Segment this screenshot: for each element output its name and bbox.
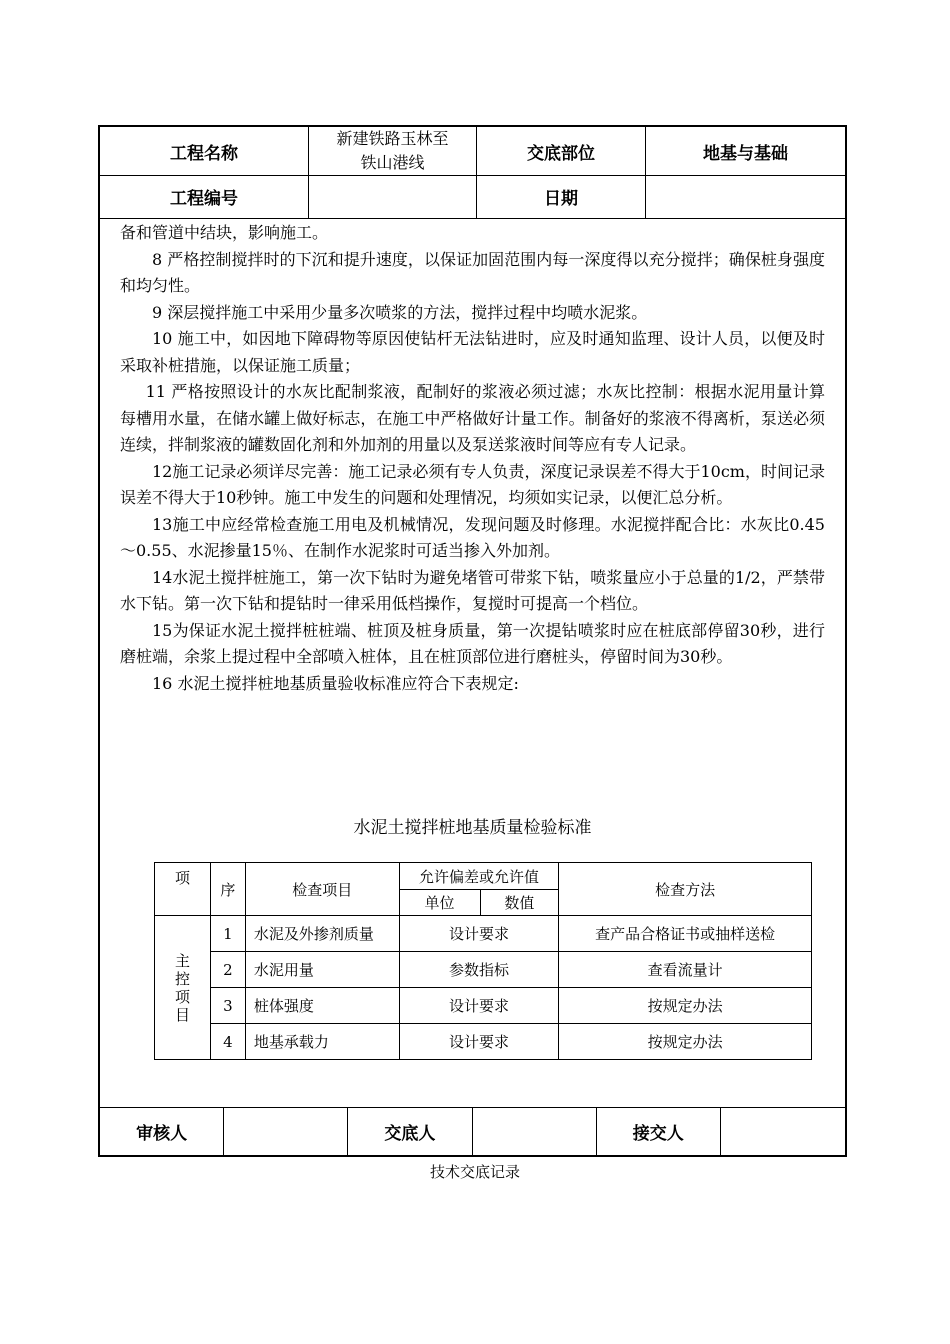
- row-tolerance: 设计要求: [399, 988, 559, 1024]
- page-caption: 技术交底记录: [429, 1163, 520, 1181]
- header-row-2: [100, 175, 845, 219]
- discloser-label: 交底人: [348, 1108, 472, 1155]
- project-no-value: [309, 175, 477, 218]
- project-name-line1: 新建铁路玉林至: [336, 129, 449, 148]
- row-method: 查产品合格证书或抽样送检: [559, 916, 812, 952]
- disclosure-form: [98, 125, 847, 1157]
- paragraph-15: 15为保证水泥土搅拌桩桩端、桩顶及桩身质量，第一次提钻喷浆时应在桩底部停留30秒，进行磨桩端，余浆上提过程中全部喷入桩体，且在桩顶部位进行磨桩头，停留时间为30秒。: [120, 620, 825, 666]
- row-item: 水泥及外掺剂质量: [245, 916, 399, 952]
- project-no-label: 工程编号: [100, 175, 309, 218]
- col-header-check-item: 检查项目: [245, 863, 399, 916]
- paragraph-8: 8 严格控制搅拌时的下沉和提升速度，以保证加固范围内每一深度得以充分搅拌；确保桩身强度和均匀性。: [120, 249, 825, 295]
- col-header-seq: 序: [210, 863, 245, 916]
- project-name-value: [309, 127, 477, 175]
- paragraph-13: 13施工中应经常检查施工用电及机械情况，发现问题及时修理。水泥搅拌配合比：水灰比0.45～0.55、水泥掺量15％、在制作水泥浆时可适当掺入外加剂。: [120, 514, 825, 560]
- col-header-method: 检查方法: [559, 863, 812, 916]
- paragraph-10: 10 施工中，如因地下障碍物等原因使钻杆无法钻进时，应及时通知监理、设计人员，以便及时采取补桩措施，以保证施工质量；: [120, 329, 825, 375]
- row-item: 地基承载力: [245, 1024, 399, 1060]
- group-label-main-control: [155, 916, 211, 1060]
- col-header-tolerance: 允许偏差或允许值: [399, 863, 559, 890]
- row-tolerance: 设计要求: [399, 916, 559, 952]
- table-row: [155, 952, 812, 988]
- row-seq: 4: [210, 1024, 245, 1060]
- project-name-line2: 铁山港线: [360, 153, 425, 172]
- row-method: 查看流量计: [559, 952, 812, 988]
- date-value: [646, 175, 845, 218]
- col-header-item: 项: [155, 863, 211, 916]
- paragraph-16: 16 水泥土搅拌桩地基质量验收标准应符合下表规定:: [152, 673, 519, 693]
- row-tolerance: 参数指标: [399, 952, 559, 988]
- table-title: 水泥土搅拌桩地基质量检验标准: [353, 818, 592, 838]
- row-method: 按规定办法: [559, 988, 812, 1024]
- paragraph-0: 备和管道中结块，影响施工。: [120, 223, 329, 242]
- row-item: 水泥用量: [245, 952, 399, 988]
- col-header-unit: 单位: [399, 890, 480, 916]
- location-label: 交底部位: [477, 127, 646, 175]
- paragraph-14: 14水泥土搅拌桩施工，第一次下钻时为避免堵管可带浆下钻，喷浆量应小于总量的1/2，严禁带水下钻。第一次下钻和提钻时一律采用低档操作，复搅时可提高一个档位。: [120, 567, 825, 613]
- reviewer-signature-field[interactable]: [224, 1108, 348, 1155]
- receiver-signature-field[interactable]: [721, 1108, 845, 1155]
- paragraph-12: 12施工记录必须详尽完善：施工记录必须有专人负责，深度记录误差不得大于10cm，时间记录误差不得大于10秒钟。施工中发生的问题和处理情况，均须如实记录，以便汇总分析。: [120, 461, 825, 507]
- row-item: 桩体强度: [245, 988, 399, 1024]
- col-header-value: 数值: [480, 890, 559, 916]
- row-method: 按规定办法: [559, 1024, 812, 1060]
- table-row: [155, 1024, 812, 1060]
- header-row-1: [100, 127, 845, 176]
- reviewer-label: 审核人: [100, 1108, 224, 1155]
- group-label-text: 主控项目: [174, 951, 190, 1024]
- signature-row: [100, 1107, 845, 1155]
- row-seq: 1: [210, 916, 245, 952]
- paragraph-9: 9 深层搅拌施工中采用少量多次喷浆的方法，搅拌过程中均喷水泥浆。: [152, 302, 648, 322]
- row-tolerance: 设计要求: [399, 1024, 559, 1060]
- row-seq: 2: [210, 952, 245, 988]
- table-header-row: [155, 863, 812, 890]
- date-label: 日期: [477, 175, 646, 218]
- disclosure-content: [100, 220, 845, 697]
- discloser-signature-field[interactable]: [473, 1108, 597, 1155]
- table-row: [155, 988, 812, 1024]
- receiver-label: 接交人: [597, 1108, 721, 1155]
- table-row: [155, 916, 812, 952]
- location-value: 地基与基础: [703, 143, 788, 164]
- row-seq: 3: [210, 988, 245, 1024]
- paragraph-11: 11 严格按照设计的水灰比配制浆液，配制好的浆液必须过滤；水灰比控制：根据水泥用量计算每槽用水量，在储水罐上做好标志，在施工中严格做好计量工作。制备好的浆液不得离析，泵送必须连续，拌制浆液的罐数固化剂和外加剂的用量以及泵送浆液时间等应有专人记录。: [120, 382, 825, 454]
- quality-standard-table: [154, 862, 812, 1060]
- project-name-label: 工程名称: [100, 127, 309, 175]
